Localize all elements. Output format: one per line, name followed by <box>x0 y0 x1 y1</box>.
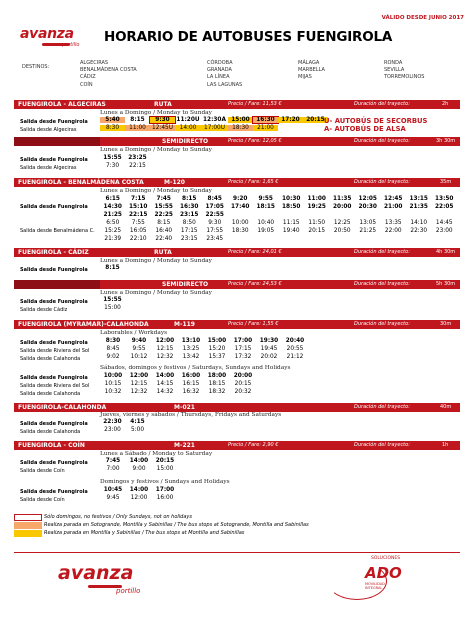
time-cell: 15:25 <box>104 228 122 234</box>
times-row <box>100 125 278 131</box>
time-cell: 15:20 <box>208 346 226 352</box>
time-cell: 7:15 <box>131 196 146 202</box>
time-cell: 13:25 <box>182 346 200 352</box>
time-cell: 20:32 <box>234 389 252 395</box>
destination: ALGECIRAS <box>80 60 109 66</box>
route-label: SEMIDIRECTO <box>162 138 209 145</box>
time-cell: 13:35 <box>384 220 402 226</box>
time-cell: 22:15 <box>129 212 148 218</box>
time-cell: 15:00 <box>228 117 253 123</box>
duration-value: 3h 30m <box>436 138 456 144</box>
section-bar-algeciras-semidirecto <box>14 137 460 146</box>
row-label: Salida desde Coín <box>20 497 65 503</box>
days-label: Lunes a Domingo / Monday to Sunday <box>100 188 212 194</box>
days-label: Laborables / Workdays <box>100 330 168 336</box>
price-label: Precio / Fare: 11,53 € <box>228 101 282 107</box>
row-label: Salida desde Riviera del Sol <box>20 383 90 389</box>
time-cell: 8:45 <box>207 196 222 202</box>
time-cell: 8:15 <box>157 220 171 226</box>
time-cell: 21:39 <box>104 236 122 242</box>
time-cell: 14:00 <box>155 373 175 379</box>
ado-name: ADO <box>365 564 402 582</box>
times-row <box>100 373 256 379</box>
row-label: Salida desde Fuengirola <box>20 204 88 210</box>
time-cell: 16:30 <box>253 117 278 123</box>
times-row <box>100 117 328 123</box>
destination: TORREMOLINOS <box>384 74 425 81</box>
destinations-col-1 <box>80 60 137 89</box>
time-cell: 20:00 <box>233 373 253 379</box>
price-label: Precio / Fare: 12,05 € <box>228 138 282 144</box>
times-row <box>100 354 308 360</box>
time-cell: 17:15 <box>234 346 252 352</box>
days-label: Lunes a Domingo / Monday to Sunday <box>100 147 212 153</box>
times-row <box>100 338 308 344</box>
time-cell: 13:50 <box>435 196 454 202</box>
duration-value: 40m <box>440 404 452 410</box>
ado-logo <box>315 556 402 610</box>
price-label: Precio / Fare: 24,53 € <box>228 281 282 287</box>
times-row <box>100 220 457 226</box>
destinations-col-4 <box>384 60 424 82</box>
legend-text: Realiza parada en Sotogrande, Montilla y Sabinillas / The bus stops at Sotogrande, Montilla and Sabinillas <box>44 522 309 528</box>
times-row <box>100 212 228 218</box>
time-cell: 12:45 <box>384 196 403 202</box>
time-cell: 19:45 <box>260 346 278 352</box>
time-cell: 16:15 <box>182 381 200 387</box>
time-cell: 10:00 <box>231 220 249 226</box>
time-cell: 18:32 <box>208 389 226 395</box>
duration-label: Duración del trayecto: <box>354 281 410 287</box>
legend-swatch <box>14 514 42 521</box>
duration-value: 30m <box>440 321 452 327</box>
time-cell: 21:12 <box>286 354 304 360</box>
destination: SEVILLA <box>384 67 405 74</box>
time-cell: 8:15 <box>105 265 120 271</box>
days-label: Lunes a Domingo / Monday to Sunday <box>100 290 212 296</box>
duration-label: Duración del trayecto: <box>354 179 410 185</box>
time-cell: 12:00 <box>155 338 175 344</box>
time-cell: 11:15 <box>282 220 300 226</box>
times-row <box>100 297 125 303</box>
section-bar-cadiz-semidirecto <box>14 280 460 289</box>
days-label: Lunes a Domingo / Monday to Sunday <box>100 258 212 264</box>
time-cell: 22:55 <box>205 212 224 218</box>
price-label: Precio / Fare: 1,55 € <box>228 321 279 327</box>
time-cell: 6:50 <box>106 220 120 226</box>
duration-value: 4h 30m <box>436 249 456 255</box>
days-label: Sábados, domingos y festivos / Saturdays, Sundays and Holidays <box>100 365 291 371</box>
row-label: Salida desde Fuengirola <box>20 421 88 427</box>
footer-brand: avanza <box>58 562 134 584</box>
time-cell: 17:05 <box>205 204 224 210</box>
time-cell: 17:20 <box>278 117 303 123</box>
time-cell: 20:55 <box>286 346 304 352</box>
time-cell: 17:40 <box>231 204 250 210</box>
route-label: M-021 <box>174 404 195 411</box>
company-u: U- AUTOBÚS DE SECORBUS <box>324 117 428 125</box>
time-cell: 20:50 <box>333 228 351 234</box>
time-cell: 16:00 <box>181 373 201 379</box>
time-cell: 19:25 <box>307 204 326 210</box>
section-bar-coin <box>14 441 460 450</box>
time-cell: 22:05 <box>435 204 454 210</box>
days-label: Lunes a Sábado / Monday to Saturday <box>100 451 213 457</box>
time-cell: 21:25 <box>359 228 377 234</box>
time-cell: 15:55 <box>103 297 122 303</box>
route-label: M-221 <box>174 442 195 449</box>
route-label: M-120 <box>164 179 185 186</box>
duration-label: Duración del trayecto: <box>354 249 410 255</box>
route-label: SEMIDIRECTO <box>162 281 209 288</box>
footer-brand-sub: portillo <box>116 587 141 595</box>
time-cell: 7:55 <box>131 220 145 226</box>
time-cell: 11:00 <box>307 196 326 202</box>
time-cell: 12:30A <box>203 117 226 123</box>
time-cell: 18:30 <box>228 125 253 131</box>
time-cell: 8:15 <box>130 117 145 123</box>
row-label: Salida desde Fuengirola <box>20 340 88 346</box>
time-cell: 19:30 <box>259 338 279 344</box>
time-cell: 15:00 <box>104 305 121 311</box>
section-name: FUENGIROLA - CÁDIZ <box>18 249 89 256</box>
section-name: FUENGIROLA-CALAHONDA <box>18 404 107 411</box>
times-row <box>100 163 150 169</box>
footer-divider <box>14 552 460 553</box>
row-label: Salida desde Fuengirola <box>20 489 88 495</box>
time-cell: 11:35 <box>333 196 352 202</box>
time-cell: 22:15 <box>129 163 146 169</box>
time-cell: 18:00 <box>207 373 227 379</box>
times-row <box>100 305 125 311</box>
route-label: M-119 <box>174 321 195 328</box>
time-cell: 9:30 <box>208 220 222 226</box>
time-cell: 20:40 <box>285 338 305 344</box>
destination: CÓRDOBA <box>207 60 233 66</box>
time-cell: 12:15 <box>130 381 148 387</box>
time-cell: 10:32 <box>104 389 122 395</box>
time-cell: 20:15 <box>308 228 326 234</box>
destinations-label: DESTINOS: <box>22 64 50 70</box>
time-cell: 14:15 <box>156 381 174 387</box>
time-cell: 12:05 <box>358 196 377 202</box>
destination: MIJAS <box>298 74 312 81</box>
time-cell: 12:25 <box>333 220 351 226</box>
row-label: Salida desde Fuengirola <box>20 299 88 305</box>
time-cell: 10:00 <box>103 373 123 379</box>
time-cell: 22:30 <box>103 419 122 425</box>
section-name: FUENGIROLA - BENALMÁDENA COSTA <box>18 179 144 186</box>
time-cell: 16:05 <box>129 228 147 234</box>
row-label: Salida desde Calahonda <box>20 391 81 397</box>
time-cell: 10:15 <box>104 381 122 387</box>
time-cell: 12:32 <box>130 389 148 395</box>
destination: MARBELLA <box>298 67 325 74</box>
times-row <box>100 427 150 433</box>
time-cell: 12:45U <box>150 125 175 131</box>
time-cell: 22:30 <box>410 228 428 234</box>
time-cell: 8:30 <box>105 338 121 344</box>
time-cell: 17:00 <box>155 487 175 493</box>
time-cell: 23:00 <box>435 228 453 234</box>
time-cell: 14:00 <box>129 487 149 493</box>
time-cell: 8:50 <box>182 220 196 226</box>
time-cell: 7:45 <box>105 458 121 464</box>
price-label: Precio / Fare: 1,65 € <box>228 179 279 185</box>
legend-swatch <box>14 522 42 529</box>
route-label: RUTA <box>154 101 172 108</box>
row-label: Salida desde Calahonda <box>20 429 81 435</box>
time-cell: 14:00 <box>129 458 149 464</box>
days-label: Jueves, viernes y sábados / Thursdays, Fridays and Saturdays <box>100 412 282 418</box>
destination: LA LÍNEA <box>207 74 230 81</box>
time-cell: 19:05 <box>257 228 275 234</box>
time-cell: 9:02 <box>106 354 120 360</box>
days-label: Domingos y festivos / Sundays and Holidays <box>100 479 230 485</box>
row-label: Salida desde Fuengirola <box>20 267 88 273</box>
row-label: Salida desde Cádiz <box>20 307 68 313</box>
destination: RONDA <box>384 60 403 66</box>
times-row <box>100 265 125 271</box>
times-row <box>100 204 457 210</box>
time-cell: 5:00 <box>130 427 145 433</box>
legend-swatch <box>14 530 42 537</box>
section-name: FUENGIROLA - COÍN <box>18 442 85 449</box>
times-row <box>100 495 178 501</box>
time-cell: 17:00 <box>233 338 253 344</box>
duration-label: Duración del trayecto: <box>354 404 410 410</box>
bar-dark-segment <box>14 280 100 289</box>
section-bar-calahonda <box>14 320 460 329</box>
page-title: HORARIO DE AUTOBUSES FUENGIROLA <box>104 29 393 45</box>
destination: CÁDIZ <box>80 74 96 81</box>
bar-dark-segment <box>14 137 100 146</box>
section-name: FUENGIROLA (MYRAMAR)-CALAHONDA <box>18 321 149 328</box>
destination: COÍN <box>80 81 93 88</box>
time-cell: 7:00 <box>106 466 120 472</box>
time-cell: 17:32 <box>234 354 252 360</box>
time-cell: 12:00 <box>130 495 148 501</box>
time-cell: 7:45 <box>156 196 171 202</box>
duration-value: 5h 30m <box>436 281 456 287</box>
price-label: Precio / Fare: 24,01 € <box>228 249 282 255</box>
time-cell: 23:15 <box>180 236 198 242</box>
time-cell: 13:42 <box>182 354 200 360</box>
destination: GRANADA <box>207 67 232 74</box>
time-cell: 23:25 <box>128 155 147 161</box>
row-label: Salida desde Benalmádena C. <box>20 228 95 234</box>
time-cell: 12:32 <box>156 354 174 360</box>
time-cell: 18:15 <box>208 381 226 387</box>
time-cell: 10:40 <box>257 220 275 226</box>
time-cell: 23:45 <box>206 236 224 242</box>
valid-from-label: VÁLIDO DESDE JUNIO 2017 <box>381 15 464 21</box>
time-cell: 4:15 <box>130 419 145 425</box>
legend-text: Sólo domingos, no festivos / Only Sundays, not on holidays <box>44 514 192 520</box>
time-cell: 12:15 <box>156 346 174 352</box>
time-cell: 21:25 <box>103 212 122 218</box>
time-cell: 14:00 <box>175 125 201 131</box>
route-label: RUTA <box>154 249 172 256</box>
row-label: Salida desde Fuengirola <box>20 119 88 125</box>
duration-value: 1h <box>442 442 449 448</box>
time-cell: 8:30 <box>100 125 125 131</box>
time-cell: 21:35 <box>409 204 428 210</box>
time-cell: 10:30 <box>282 196 301 202</box>
destination: BENALMÁDENA COSTA <box>80 67 137 74</box>
duration-label: Duración del trayecto: <box>354 442 410 448</box>
time-cell: 15:55 <box>103 155 122 161</box>
time-cell: 20:02 <box>260 354 278 360</box>
time-cell: 19:40 <box>282 228 300 234</box>
time-cell: 14:30 <box>103 204 122 210</box>
time-cell: 17:55 <box>206 228 224 234</box>
section-bar-cadiz <box>14 248 460 257</box>
time-cell: 9:20 <box>233 196 248 202</box>
section-name: FUENGIROLA - ALGECIRAS <box>18 101 106 108</box>
times-row <box>100 236 228 242</box>
times-row <box>100 487 178 493</box>
time-cell: 6:15 <box>105 196 120 202</box>
time-cell: 16:30 <box>180 204 199 210</box>
time-cell: 15:00 <box>207 338 227 344</box>
times-row <box>100 458 178 464</box>
time-cell: 11:20U <box>176 117 200 123</box>
duration-label: Duración del trayecto: <box>354 138 410 144</box>
destination: MÁLAGA <box>298 60 320 66</box>
time-cell: 9:55 <box>258 196 273 202</box>
time-cell: 20:15 <box>234 381 252 387</box>
time-cell: 22:00 <box>384 228 402 234</box>
time-cell: 20:15 <box>155 458 175 464</box>
row-label: Salida desde Riviera del Sol <box>20 348 90 354</box>
time-cell: 23:15 <box>180 212 199 218</box>
time-cell: 23:00 <box>104 427 121 433</box>
time-cell: 20:00 <box>333 204 352 210</box>
time-cell: 9:45 <box>106 495 120 501</box>
row-label: Salida desde Algeciras <box>20 127 77 133</box>
time-cell: 10:12 <box>130 354 148 360</box>
legend-item <box>14 530 444 537</box>
avanza-footer-logo <box>58 562 148 602</box>
time-cell: 15:10 <box>129 204 148 210</box>
time-cell: 21:00 <box>384 204 403 210</box>
time-cell: 18:50 <box>282 204 301 210</box>
time-cell: 20:30 <box>358 204 377 210</box>
time-cell: 17:00U <box>201 125 228 131</box>
time-cell: 22:10 <box>129 236 147 242</box>
ado-tagline: MOVILIDAD INTEGRAL <box>365 582 385 590</box>
time-cell: 7:30 <box>105 163 120 169</box>
company-a: A- AUTOBÚS DE ALSA <box>324 125 406 133</box>
time-cell: 15:00 <box>156 466 174 472</box>
times-row <box>100 381 256 387</box>
row-label: Salida desde Fuengirola <box>20 157 88 163</box>
price-label: Precio / Fare: 2,90 € <box>228 442 279 448</box>
row-label: Salida desde Fuengirola <box>20 460 88 466</box>
time-cell: 9:40 <box>131 338 147 344</box>
time-cell: 21:00 <box>253 125 278 131</box>
duration-label: Duración del trayecto: <box>354 321 410 327</box>
time-cell: 20:15 <box>303 117 328 123</box>
time-cell: 13:05 <box>359 220 377 226</box>
section-bar-algeciras <box>14 100 460 109</box>
time-cell: 13:10 <box>181 338 201 344</box>
brand-name: avanza <box>20 26 74 42</box>
destinations-col-3 <box>298 60 325 82</box>
days-label: Lunes a Domingo / Monday to Sunday <box>100 110 212 116</box>
time-cell: 8:15 <box>182 196 197 202</box>
time-cell: 15:55 <box>154 204 173 210</box>
time-cell: 13:15 <box>409 196 428 202</box>
duration-value: 2h <box>442 101 449 107</box>
time-cell: 5:40 <box>100 117 125 123</box>
time-cell: 14:32 <box>156 389 174 395</box>
time-cell: 8:45 <box>106 346 120 352</box>
destination: LAS LAGUNAS <box>207 81 243 88</box>
time-cell: 22:25 <box>154 212 173 218</box>
legend-text: Realiza parada en Montilla y Sabinillas / The bus stops at Montilla and Sabinillas <box>44 530 245 536</box>
avanza-logo <box>20 26 95 50</box>
time-cell: 16:00 <box>156 495 174 501</box>
times-row <box>100 228 457 234</box>
times-row <box>100 389 256 395</box>
legend-item <box>14 522 444 529</box>
times-row <box>100 196 457 202</box>
time-cell: 16:32 <box>182 389 200 395</box>
times-row <box>100 419 150 425</box>
row-label: Salida desde Fuengirola <box>20 375 88 381</box>
destinations-col-2 <box>207 60 242 89</box>
row-label: Salida desde Coín <box>20 468 65 474</box>
brand-sub: portillo <box>62 42 80 48</box>
duration-label: Duración del trayecto: <box>354 101 410 107</box>
time-cell: 14:45 <box>435 220 453 226</box>
times-row <box>100 466 178 472</box>
time-cell: 12:00 <box>129 373 149 379</box>
time-cell: 18:15 <box>256 204 275 210</box>
row-label: Salida desde Algeciras <box>20 165 77 171</box>
legend-item <box>14 514 444 521</box>
time-cell: 11:00 <box>125 125 150 131</box>
time-cell: 10:45 <box>103 487 123 493</box>
time-cell: 9:00 <box>132 466 146 472</box>
time-cell: 9:55 <box>132 346 146 352</box>
time-cell: 9:30 <box>150 117 175 123</box>
ado-top-text: SOLUCIONES <box>371 556 401 561</box>
time-cell: 14:10 <box>410 220 428 226</box>
duration-value: 35m <box>440 179 452 185</box>
times-row <box>100 155 150 161</box>
time-cell: 22:40 <box>155 236 173 242</box>
time-cell: 11:50 <box>308 220 326 226</box>
time-cell: 15:37 <box>208 354 226 360</box>
time-cell: 17:15 <box>180 228 198 234</box>
section-bar-calahonda-night <box>14 403 460 412</box>
time-cell: 16:40 <box>155 228 173 234</box>
section-bar-benalmadena <box>14 178 460 187</box>
times-row <box>100 346 308 352</box>
time-cell: 18:30 <box>231 228 249 234</box>
row-label: Salida desde Calahonda <box>20 356 81 362</box>
